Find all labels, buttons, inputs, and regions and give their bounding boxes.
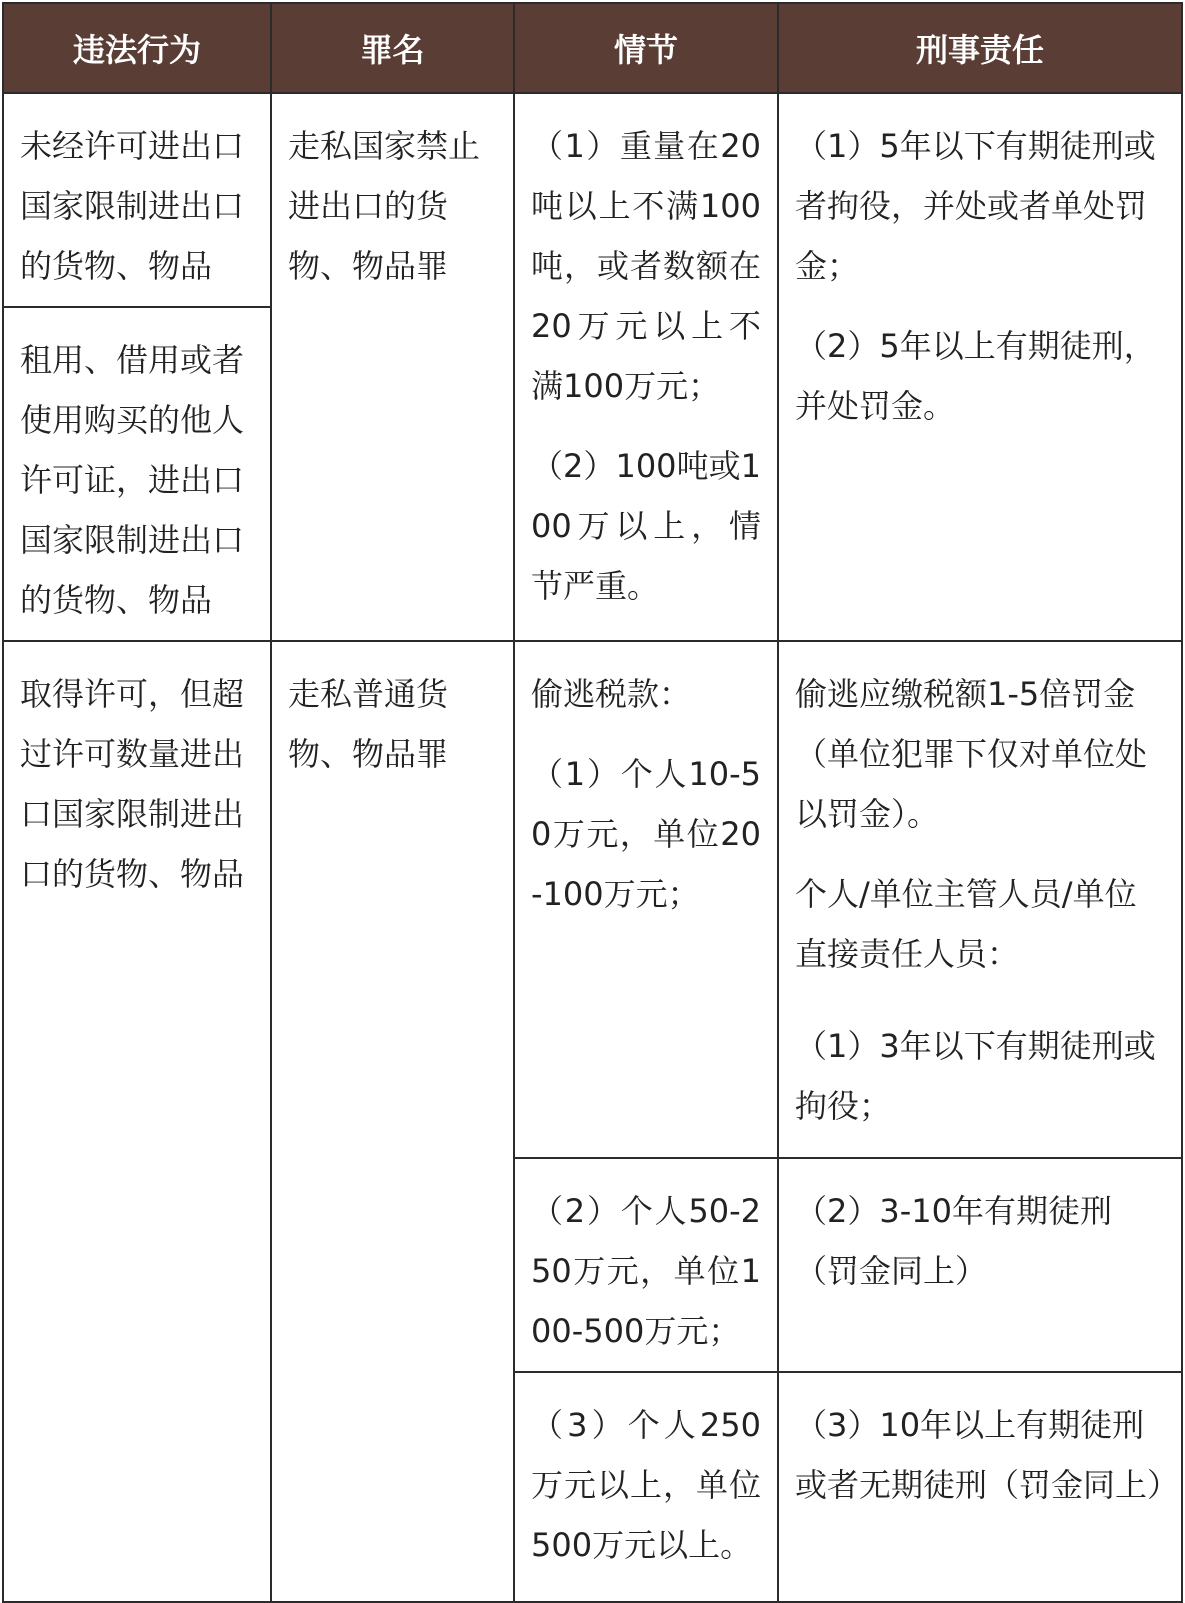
liability-cell — [778, 1158, 1182, 1372]
liability-text: （2）5年以上有期徒刑，并处罚金。 — [795, 327, 1156, 425]
smuggling-liability-table — [2, 2, 1183, 1603]
circumstance-text: （3）个人250万元以上，单位500万元以上。 — [531, 1406, 761, 1564]
circumstance-text: 偷逃税款： — [531, 675, 692, 713]
act-text: 未经许可进出口国家限制进出口的货物、物品 — [20, 127, 245, 285]
table-row — [3, 93, 1182, 307]
header-circumstance: 情节 — [514, 3, 778, 93]
liability-cell — [778, 1372, 1182, 1602]
circumstance-cell — [514, 641, 778, 1158]
liability-cell — [778, 641, 1182, 1158]
crime-text: 走私国家禁止进出口的货物、物品罪 — [288, 127, 481, 285]
act-text: 取得许可，但超过许可数量进出口国家限制进出口的货物、物品 — [20, 675, 245, 893]
act-cell — [3, 93, 271, 307]
circumstance-cell — [514, 1372, 778, 1602]
header-crime-name: 罪名 — [271, 3, 514, 93]
header-row — [3, 3, 1182, 93]
circumstance-text: （1）重量在20吨以上不满100吨，或者数额在20万元以上不满100万元； — [531, 127, 761, 405]
table-row — [3, 641, 1182, 1158]
circumstance-cell — [514, 1158, 778, 1372]
liability-text: （1）3年以下有期徒刑或拘役； — [795, 1027, 1156, 1125]
crime-cell — [271, 641, 514, 1602]
crime-cell — [271, 93, 514, 641]
liability-text: （2）3-10年有期徒刑（罚金同上） — [795, 1192, 1112, 1290]
liability-text: （3）10年以上有期徒刑或者无期徒刑（罚金同上） — [795, 1406, 1180, 1504]
circumstance-text: （2）100吨或100万以上，情节严重。 — [531, 447, 761, 605]
liability-text: 偷逃应缴税额1-5倍罚金（单位犯罪下仅对单位处以罚金）。 — [795, 675, 1148, 833]
act-cell — [3, 307, 271, 641]
circumstance-cell — [514, 93, 778, 641]
liability-text: 个人/单位主管人员/单位直接责任人员： — [795, 875, 1137, 973]
act-text: 租用、借用或者使用购买的他人许可证，进出口国家限制进出口的货物、物品 — [20, 341, 245, 619]
header-illegal-act: 违法行为 — [3, 3, 271, 93]
liability-text: （1）5年以下有期徒刑或者拘役，并处或者单处罚金； — [795, 127, 1156, 285]
circumstance-text: （2）个人50-250万元，单位100-500万元； — [531, 1192, 761, 1350]
header-criminal-liability: 刑事责任 — [778, 3, 1182, 93]
liability-cell — [778, 93, 1182, 641]
crime-text: 走私普通货物、物品罪 — [288, 675, 449, 773]
circumstance-text: （1）个人10-50万元，单位20-100万元； — [531, 755, 761, 913]
act-cell — [3, 641, 271, 1602]
